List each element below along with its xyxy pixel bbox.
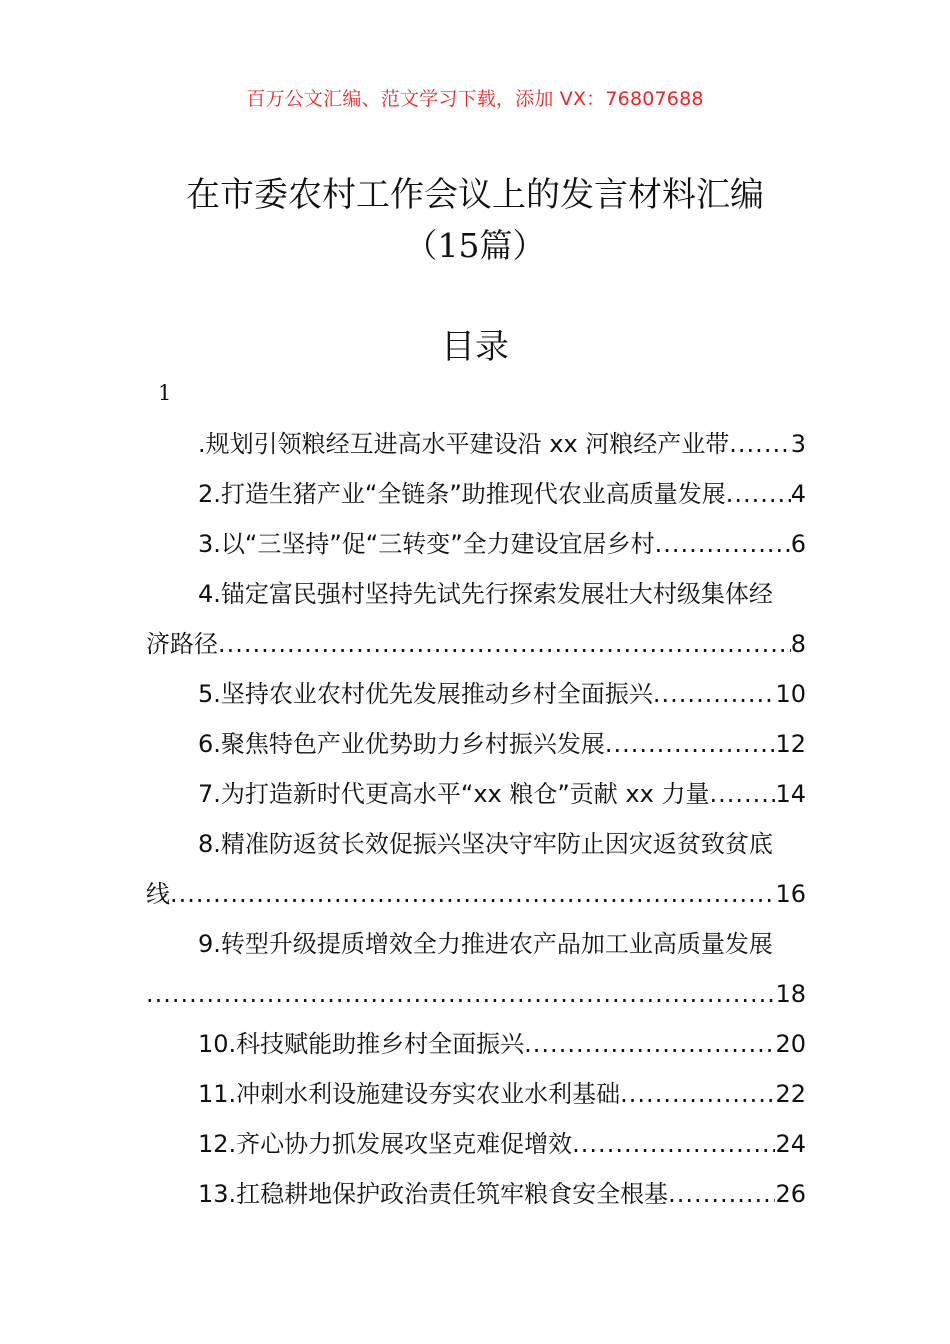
toc-entry[interactable] (146, 519, 806, 569)
toc-entry-page: 18 (775, 980, 806, 1008)
toc-entry-title: 10.科技赋能助推乡村全面振兴 (198, 1030, 525, 1058)
stray-number: 1 (158, 381, 172, 405)
toc-entry-title: 9.转型升级提质增效全力推进农产品加工业高质量发展 (198, 930, 773, 958)
toc-entry-continuation[interactable] (146, 869, 806, 919)
toc-leader-dots (726, 469, 791, 519)
toc-entry-page: 20 (775, 1030, 806, 1058)
toc-heading: 目录 (441, 327, 509, 367)
toc-leader-dots (146, 969, 775, 1019)
toc-entry-title: 12.齐心协力抓发展攻坚克难促增效 (198, 1130, 573, 1158)
toc-entry[interactable] (146, 919, 806, 969)
toc-entry-page: 22 (775, 1080, 806, 1108)
toc-leader-dots (218, 619, 791, 669)
toc-entry-title: 6.聚焦特色产业优势助力乡村振兴发展 (198, 730, 605, 758)
document-title: 在市委农村工作会议上的发言材料汇编 (186, 175, 764, 215)
toc-entry[interactable] (146, 1019, 806, 1069)
toc-entry-page: 3 (790, 430, 806, 458)
toc-entry-title-cont: 线 (146, 880, 170, 908)
document-subtitle (0, 222, 950, 270)
toc-leader-dots (170, 869, 775, 919)
toc-entry-page: 4 (790, 480, 806, 508)
toc-entry-page: 24 (775, 1130, 806, 1158)
toc-leader-dots (668, 1169, 775, 1219)
toc-entry-title: 7.为打造新时代更高水平“xx 粮仓”贡献 xx 力量 (198, 780, 710, 808)
toc-entry[interactable] (146, 719, 806, 769)
toc-entry[interactable] (146, 469, 806, 519)
toc-entry-page: 6 (790, 530, 806, 558)
toc-leader-dots (653, 669, 776, 719)
toc-entry-page: 10 (775, 680, 806, 708)
subtitle-unit: 篇 (479, 226, 513, 265)
toc-entry[interactable] (146, 669, 806, 719)
subtitle-close-paren: ） (512, 226, 546, 265)
header-note: 百万公文汇编、范文学习下载，添加 VX：76807688 (246, 88, 704, 110)
toc-entry-title: 13.扛稳耕地保护政治责任筑牢粮食安全根基 (198, 1180, 669, 1208)
toc-entry[interactable] (146, 1069, 806, 1119)
toc-entry-page: 8 (790, 630, 806, 658)
toc-leader-dots (709, 769, 775, 819)
toc-leader-dots (605, 719, 776, 769)
toc-entry-continuation[interactable] (146, 619, 806, 669)
toc-entry-continuation[interactable] (146, 969, 806, 1019)
toc-entry-title-cont: 济路径 (146, 630, 218, 658)
toc-entry[interactable] (146, 769, 806, 819)
toc-leader-dots (524, 1019, 775, 1069)
toc-entry[interactable] (146, 1119, 806, 1169)
toc-entry-title: .规划引领粮经互进高水平建设沿 xx 河粮经产业带 (198, 430, 730, 458)
toc-leader-dots (729, 419, 790, 469)
toc-entry-title: 11.冲刺水利设施建设夯实农业水利基础 (198, 1080, 621, 1108)
subtitle-count: 15 (437, 226, 480, 265)
toc-entry-title: 2.打造生猪产业“全链条”助推现代农业高质量发展 (198, 480, 726, 508)
toc-entry[interactable] (146, 1169, 806, 1219)
toc-entry[interactable] (146, 569, 806, 619)
toc-entry-page: 14 (775, 780, 806, 808)
toc-entry-page: 12 (775, 730, 806, 758)
toc-entry-title: 3.以“三坚持”促“三转变”全力建设宜居乡村 (198, 530, 655, 558)
subtitle-open-paren: （ (404, 226, 438, 265)
toc-entry-page: 16 (775, 880, 806, 908)
toc-entry-title: 4.锚定富民强村坚持先试先行探索发展壮大村级集体经 (198, 580, 773, 608)
toc-entry[interactable] (146, 419, 806, 469)
toc-entry[interactable] (146, 819, 806, 869)
toc-leader-dots (655, 519, 791, 569)
toc-entry-title: 5.坚持农业农村优先发展推动乡村全面振兴 (198, 680, 653, 708)
toc-entry-page: 26 (775, 1180, 806, 1208)
table-of-contents (146, 419, 806, 1219)
toc-leader-dots (572, 1119, 775, 1169)
toc-leader-dots (620, 1069, 775, 1119)
toc-entry-title: 8.精准防返贫长效促振兴坚决守牢防止因灾返贫致贫底 (198, 830, 773, 858)
